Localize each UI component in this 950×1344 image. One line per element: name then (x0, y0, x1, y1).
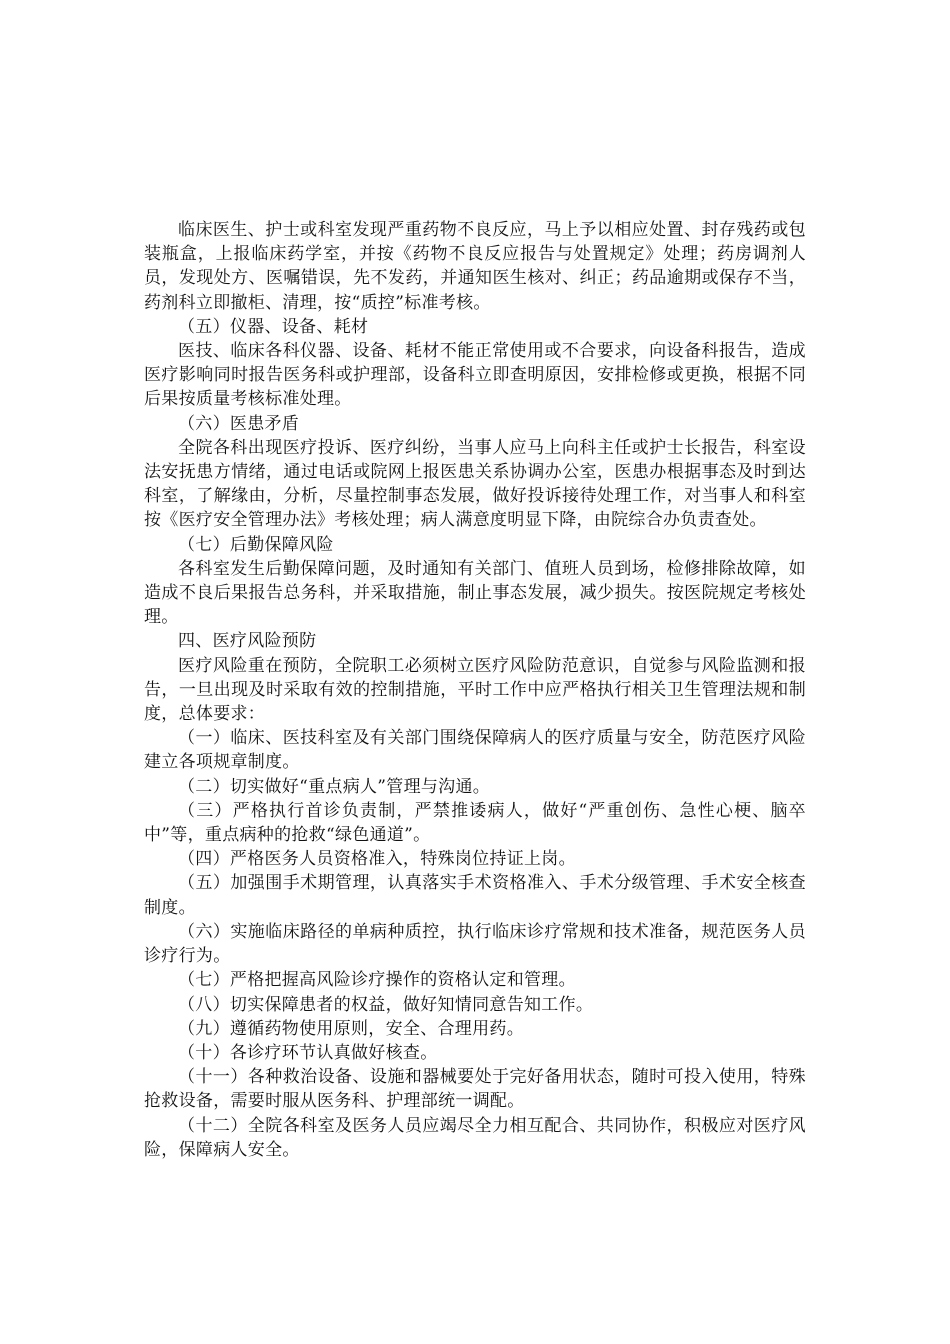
list-item-5: （五）加强围手术期管理，认真落实手术资格准入、手术分级管理、手术安全核查制度。 (144, 873, 806, 918)
list-item-3: （三）严格执行首诊负责制，严禁推诿病人，做好“严重创伤、急性心梗、脑卒中”等，重点病种的抢救“绿色通道”。 (144, 800, 806, 846)
list-item-2: （二）切实做好“重点病人”管理与沟通。 (178, 776, 491, 797)
list-item-9: （九）遵循药物使用原则，安全、合理用药。 (178, 1018, 524, 1039)
heading-logistics-risk: （七）后勤保障风险 (178, 534, 334, 555)
list-item-10: （十）各诊疗环节认真做好核查。 (178, 1042, 438, 1063)
paragraph-adverse-drug-reaction: 临床医生、护士或科室发现严重药物不良反应，马上予以相应处置、封存残药或包装瓶盒，上报临床药学室，并按《药物不良反应报告与处置规定》处理；药房调剂人员，发现处方、医嘱错误，先不发药，并通知医生核对、纠正；药品逾期或保存不当，药剂科立即撤柜、清理，按“质控”标准考核。 (144, 220, 806, 313)
paragraph-equipment: 医技、临床各科仪器、设备、耗材不能正常使用或不合要求，向设备科报告，造成医疗影响同时报告医务科或护理部，设备科立即查明原因，安排检修或更换，根据不同后果按质量考核标准处理。 (144, 341, 806, 410)
paragraph-logistics-risk: 各科室发生后勤保障问题，及时通知有关部门、值班人员到场，检修排除故障，如造成不良后果报告总务科，并采取措施，制止事态发展，减少损失。按医院规定考核处理。 (144, 558, 806, 628)
heading-risk-prevention: 四、医疗风险预防 (178, 631, 317, 652)
heading-equipment: （五）仪器、设备、耗材 (178, 316, 369, 337)
list-item-6: （六）实施临床路径的单病种质控，执行临床诊疗常规和技术准备，规范医务人员诊疗行为。 (144, 921, 806, 967)
paragraph-risk-prevention-intro: 医疗风险重在预防，全院职工必须树立医疗风险防范意识，自觉参与风险监测和报告，一旦出现及时采取有效的控制措施，平时工作中应严格执行相关卫生管理法规和制度，总体要求： (144, 655, 806, 725)
heading-doctor-patient-conflict: （六）医患矛盾 (178, 413, 300, 434)
paragraph-doctor-patient-conflict: 全院各科出现医疗投诉、医疗纠纷，当事人应马上向科主任或护士长报告，科室设法安抚患方情绪，通过电话或院网上报医患关系协调办公室，医患办根据事态及时到达科室，了解缘由，分析，尽量控制事态发展，做好投诉接待处理工作，对当事人和科室按《医疗安全管理办法》考核处理；病人满意度明显下降，由院综合办负责查处。 (144, 437, 806, 531)
list-item-4: （四）严格医务人员资格准入，特殊岗位持证上岗。 (178, 849, 576, 870)
document-page (144, 218, 806, 1162)
list-item-12: （十二）全院各科室及医务人员应竭尽全力相互配合、共同协作，积极应对医疗风险，保障病人安全。 (144, 1115, 806, 1160)
list-item-7: （七）严格把握高风险诊疗操作的资格认定和管理。 (178, 970, 576, 991)
list-item-1: （一）临床、医技科室及有关部门围绕保障病人的医疗质量与安全，防范医疗风险建立各项规章制度。 (144, 728, 806, 773)
list-item-8: （八）切实保障患者的权益，做好知情同意告知工作。 (178, 994, 594, 1015)
list-item-11: （十一）各种救治设备、设施和器械要处于完好备用状态，随时可投入使用，特殊抢救设备，需要时服从医务科、护理部统一调配。 (144, 1067, 806, 1112)
